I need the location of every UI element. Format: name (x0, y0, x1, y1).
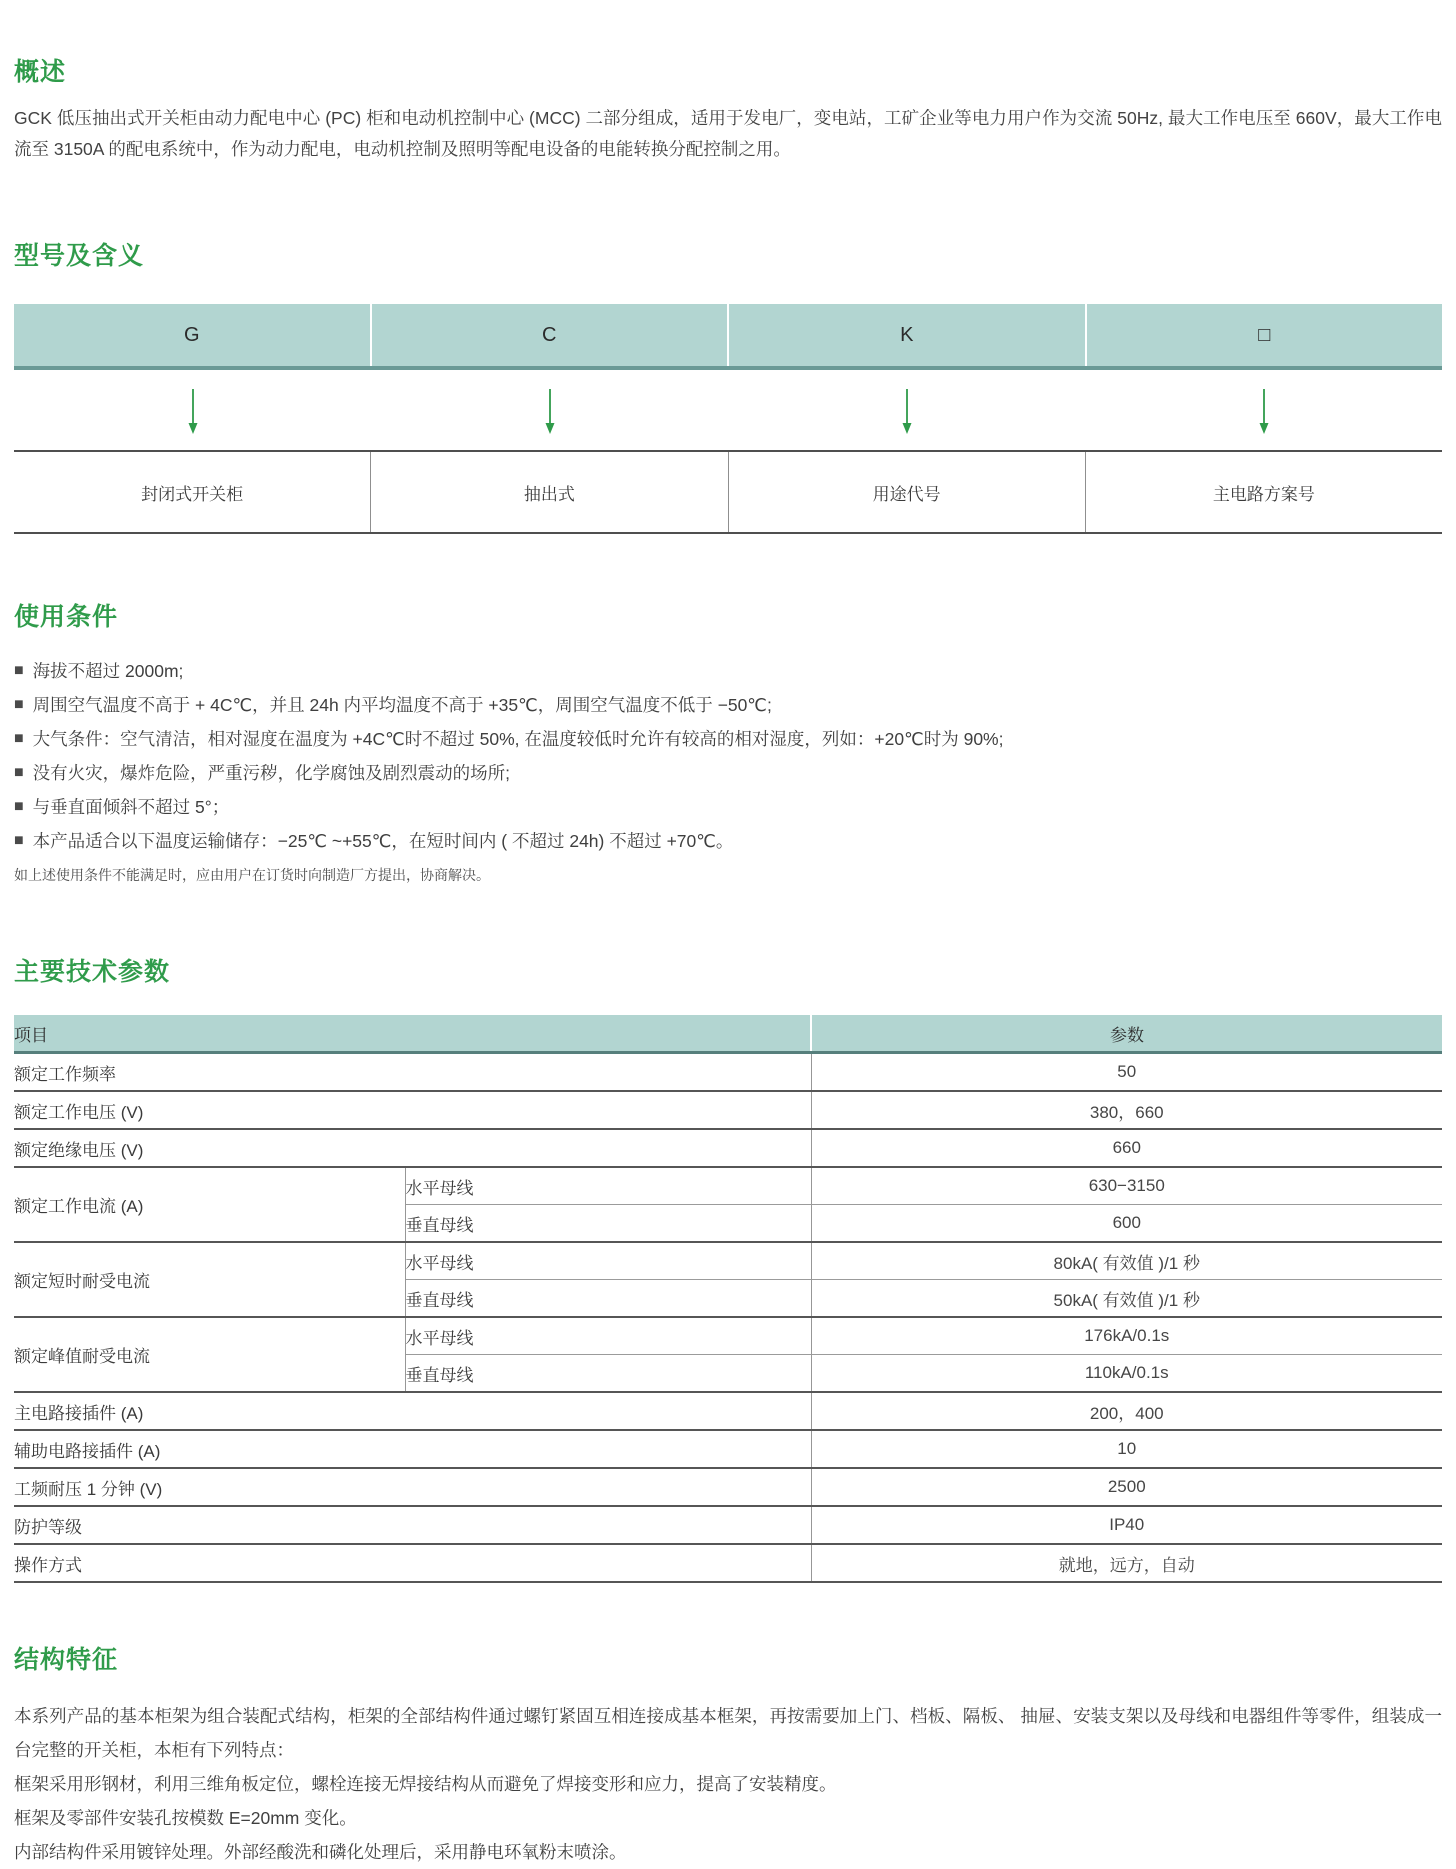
param-value-cell: 380，660 (811, 1091, 1442, 1129)
model-code-cell: K (727, 304, 1085, 366)
structure-paragraph: 框架采用形钢材，利用三维角板定位，螺栓连接无焊接结构从而避免了焊接变形和应力，提高了安装精度。 (14, 1774, 837, 1794)
condition-item (14, 790, 1442, 824)
param-item-cell: 操作方式 (14, 1555, 82, 1575)
conditions-note: 如上述使用条件不能满足时，应由用户在订货时向制造厂方提出，协商解决。 (14, 867, 490, 883)
param-sub-label-cell: 垂直母线 (405, 1205, 811, 1243)
down-arrow-icon (371, 388, 728, 434)
param-item-cell: 辅助电路接插件 (A) (14, 1441, 161, 1461)
param-value-cell: 80kA( 有效值 )/1 秒 (811, 1242, 1442, 1280)
model-code-cell: C (370, 304, 728, 366)
param-item-cell: 额定工作频率 (14, 1064, 116, 1084)
model-code-cell: □ (1085, 304, 1443, 366)
param-row (14, 1167, 1442, 1205)
condition-text: 没有火灾，爆炸危险，严重污秽，化学腐蚀及剧烈震动的场所; (32, 763, 511, 783)
param-row (14, 1430, 1442, 1468)
model-meaning-cell: 用途代号 (728, 452, 1085, 532)
param-row (14, 1468, 1442, 1506)
condition-item (14, 654, 1442, 688)
section-title-model-meaning: 型号及含义 (14, 242, 145, 270)
param-row (14, 1506, 1442, 1544)
condition-text: 大气条件：空气清洁，相对湿度在温度为 +4C℃时不超过 50%, 在温度较低时允许有较高的相对湿度，列如：+20℃时为 90%; (32, 729, 1004, 749)
square-bullet-icon: ■ (14, 832, 24, 849)
param-value-cell: 2500 (811, 1468, 1442, 1506)
param-row (14, 1053, 1442, 1092)
overview-paragraph: GCK 低压抽出式开关柜由动力配电中心 (PC) 柜和电动机控制中心 (MCC) 二部分组成，适用于发电厂，变电站，工矿企业等电力用户作为交流 50Hz, 最大工作电压至 660V，最大工作电流至 3150A 的配电系统中，作为动力配电，电动机控制及照明等配电设备的电能转换分配控制之用。 (14, 108, 1442, 159)
param-value-cell: 200，400 (811, 1392, 1442, 1430)
model-meaning-cell: 抽出式 (370, 452, 727, 532)
param-value-cell: 50kA( 有效值 )/1 秒 (811, 1280, 1442, 1318)
param-row (14, 1544, 1442, 1582)
param-sub-label-cell: 垂直母线 (405, 1355, 811, 1393)
condition-item (14, 756, 1442, 790)
square-bullet-icon: ■ (14, 730, 24, 747)
param-row (14, 1242, 1442, 1280)
square-bullet-icon: ■ (14, 696, 24, 713)
param-value-cell: 50 (811, 1053, 1442, 1092)
param-item-cell: 防护等级 (14, 1517, 82, 1537)
param-value-cell: 10 (811, 1430, 1442, 1468)
param-item-cell: 额定峰值耐受电流 (14, 1347, 150, 1366)
condition-item (14, 688, 1442, 722)
table-header-row (14, 1015, 1442, 1053)
param-item-cell: 额定短时耐受电流 (14, 1272, 150, 1291)
structure-paragraph: 本系列产品的基本柜架为组合装配式结构，柜架的全部结构件通过螺钉紧固互相连接成基本框架，再按需要加上门、档板、隔板、 抽屉、安装支架以及母线和电器组件等零件，组装成一台完整的开关柜，本柜有下列特点： (14, 1706, 1442, 1760)
param-row (14, 1091, 1442, 1129)
param-item-cell: 工频耐压 1 分钟 (V) (14, 1479, 163, 1499)
condition-item (14, 722, 1442, 756)
structure-paragraphs (14, 1699, 1442, 1869)
down-arrow-icon (14, 388, 371, 434)
param-value-cell: 600 (811, 1205, 1442, 1243)
down-arrow-icon (728, 388, 1085, 434)
conditions-list (14, 654, 1442, 858)
condition-text: 与垂直面倾斜不超过 5°； (32, 797, 230, 817)
param-value-cell: 110kA/0.1s (811, 1355, 1442, 1393)
param-item-cell: 额定工作电流 (A) (14, 1197, 144, 1216)
down-arrow-icon (1085, 388, 1442, 434)
param-value-cell: 630−3150 (811, 1167, 1442, 1205)
param-value-cell: 176kA/0.1s (811, 1317, 1442, 1355)
condition-text: 本产品适合以下温度运输储存：−25℃ ~+55℃，在短时间内 ( 不超过 24h) 不超过 +70℃。 (32, 831, 734, 851)
square-bullet-icon: ■ (14, 798, 24, 815)
structure-paragraph: 框架及零部件安装孔按模数 E=20mm 变化。 (14, 1808, 357, 1828)
square-bullet-icon: ■ (14, 662, 24, 679)
param-row (14, 1317, 1442, 1355)
section-title-parameters: 主要技术参数 (14, 958, 171, 986)
param-value-cell: 就地，远方，自动 (811, 1544, 1442, 1582)
model-code-header-row (14, 304, 1442, 370)
technical-parameters-table (14, 1015, 1442, 1583)
square-bullet-icon: ■ (14, 764, 24, 781)
param-item-cell: 主电路接插件 (A) (14, 1403, 144, 1423)
param-value-cell: IP40 (811, 1506, 1442, 1544)
model-arrow-row (14, 388, 1442, 434)
param-row (14, 1129, 1442, 1167)
condition-item (14, 824, 1442, 858)
model-meaning-row (14, 450, 1442, 534)
model-meaning-cell: 主电路方案号 (1085, 452, 1442, 532)
column-header-value: 参数 (811, 1015, 1442, 1053)
param-value-cell: 660 (811, 1129, 1442, 1167)
section-title-conditions: 使用条件 (14, 603, 119, 631)
param-row (14, 1392, 1442, 1430)
param-item-cell: 额定工作电压 (V) (14, 1102, 144, 1122)
section-title-overview: 概述 (14, 58, 67, 86)
param-sub-label-cell: 垂直母线 (405, 1280, 811, 1318)
model-code-cell: G (183, 323, 200, 346)
param-sub-label-cell: 水平母线 (405, 1317, 811, 1355)
structure-paragraph: 内部结构件采用镀锌处理。外部经酸洗和磷化处理后，采用静电环氧粉末喷涂。 (14, 1842, 627, 1862)
param-sub-label-cell: 水平母线 (405, 1167, 811, 1205)
section-title-structure: 结构特征 (14, 1646, 119, 1674)
model-meaning-cell: 封闭式开关柜 (141, 484, 244, 504)
column-header-item: 项目 (14, 1015, 811, 1053)
param-sub-label-cell: 水平母线 (405, 1242, 811, 1280)
condition-text: 周围空气温度不高于 + 4C℃，并且 24h 内平均温度不高于 +35℃，周围空气温度不低于 −50℃; (32, 695, 772, 715)
param-item-cell: 额定绝缘电压 (V) (14, 1140, 144, 1160)
condition-text: 海拔不超过 2000m; (32, 661, 184, 681)
